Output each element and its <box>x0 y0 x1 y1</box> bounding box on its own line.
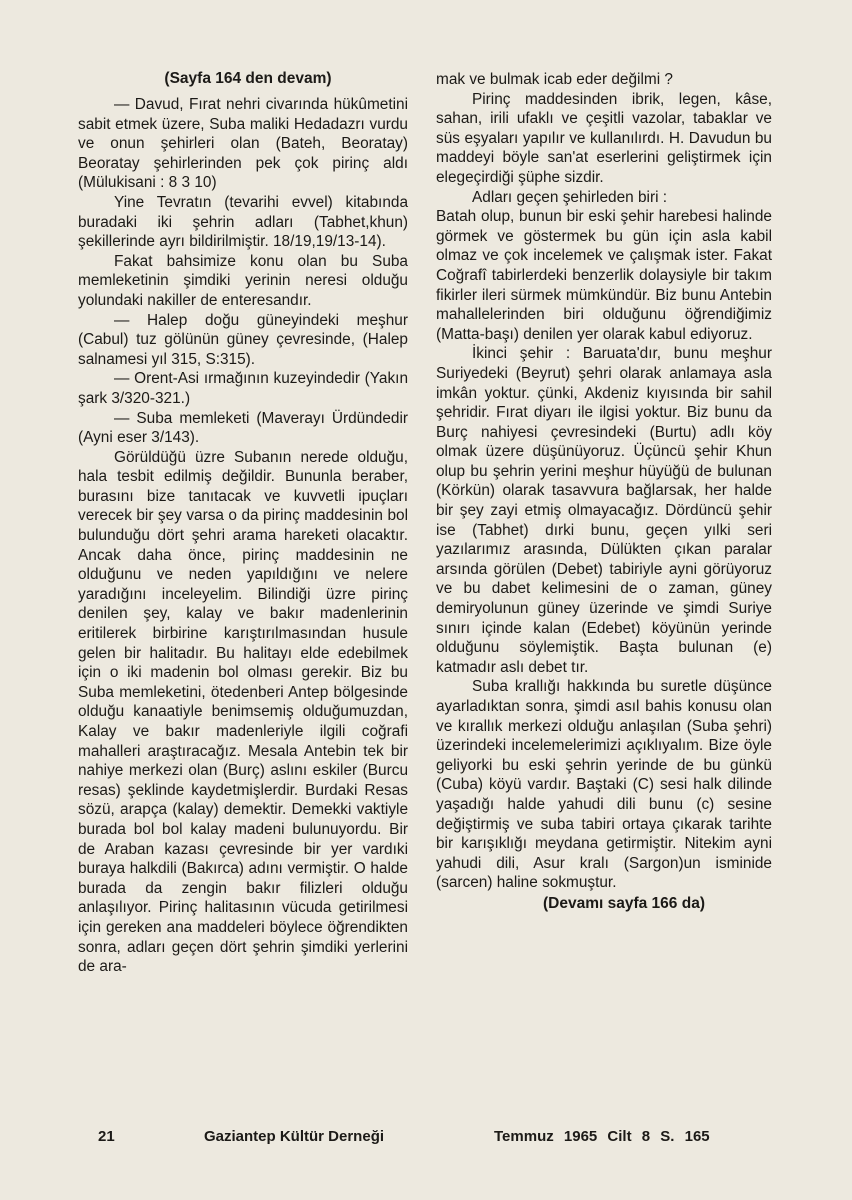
paragraph: — Suba memleketi (Maverayı Ürdündedir (Ayni eser 3/143). <box>78 409 408 447</box>
paragraph: Fakat bahsimize konu olan bu Suba memleketinin şimdiki yerinin neresi olduğu yolundaki nakiller de enteresandır. <box>78 252 408 309</box>
paragraph: İkinci şehir : Baruata'dır, bunu meşhur Suriyedeki (Beyrut) şehri olarak anlamaya asla imkân yoktur. çünki, Akdeniz kıyısında bir sahil şehridir. Fırat diyarı ile ilgisi yoktur. Biz bunu da Burç nahiyesi çevresindeki (Burtu) adlı köy olmak üzere düşünüyoruz. Üçüncü şehir Khun olup bu şehrin yerini meşhur hüyüğü de bulunan (Körkün) olarak tasavvura bağlarsak, her halde bir şey zayi etmiş olmayacağız. Dördüncü şehir ise (Tabhet) dırki bunu, geçen yılki seri yazılarımız arasında, Dülükten çıkan paralar arsında görülen (Debet) tabiriyle ayni görüyoruz ve bu dabet kelimesini de o zaman, güney demiryolunun güney üzerinde ve şimdi Suriye sınırı içinde kalan (Edebet) köyünün yerinde olduğunu söylemiştik. Başta bulunan (e) katmadır aslı debet tır. <box>436 345 772 676</box>
publisher-name: Gaziantep Kültür Derneği <box>204 1128 385 1145</box>
left-column <box>78 70 408 977</box>
paragraph: mak ve bulmak icab eder değilmi ? <box>436 71 673 88</box>
continued-from-note: (Sayfa 164 den devam) <box>164 70 332 87</box>
paragraph: Yine Tevratın (tevarihi evvel) kitabında buradaki iki şehrin adları (Tabhet,khun) şekillerinde ayrı bildirilmiştir. 18/19,19/13-14). <box>78 193 408 251</box>
paragraph: — Halep doğu güneyindeki meşhur (Cabul) tuz gölünün güney çevresinde, (Halep salnamesi yıl 315, S:315). <box>78 311 408 368</box>
paragraph: Batah olup, bunun bir eski şehir harebesi halinde görmek ve göstermek bu gün için asla kabil olmaz ve çok incelemek ve çalışmak ister. Fakat Coğrafî tabirlerdeki benzerlik dolaysiyle bir takım fikirler ileri sürmek mümkündür. Biz bunu Antebin mahallelerinden biri olduğunu öğrendiğimiz (Matta-başı) denilen yer olarak kabul ediyoruz. <box>436 208 772 343</box>
paragraph: Suba krallığı hakkında bu suretle düşünce ayarladıktan sonra, şimdi asıl bahis konusu olan ve kırallık merkezi olduğu anlaşılan (Suba şehri) üzerindeki incelemelerimizi açıklıyalım. Bize öyle geliyorki bu eski şehrin yerinde de bu günkü (Cuba) köyü vardır. Baştaki (C) sesi halk dilinde yaşadığı halde yahudi dili bunu (c) sesine değiştirmiş ve suba tabiri ortaya çıkarak tarihte bir karışıklığı meydana getirmiştir. Nitekim ayni yahudi dili, Asur kralı (Sargon)un isminide (sarcen) haline sokmuştur. <box>436 678 772 892</box>
paragraph: Pirinç maddesinden ibrik, legen, kâse, sahan, irili ufaklı ve çeşitli vazolar, tabaklar ve süs eşyaları yapılır ve kullanılırdı. H. Davudun bu maddeyi böyle san'at eserlerini geliştirmek için elegeçirdiği şüphe sizdir. <box>436 90 772 186</box>
paragraph: Adları geçen şehirleden biri : <box>472 188 668 206</box>
continued-to-note: (Devamı sayfa 166 da) <box>543 894 705 912</box>
right-column <box>436 70 772 913</box>
issue-info: Temmuz 1965 Cilt 8 S. 165 <box>494 1128 710 1145</box>
paragraph: — Davud, Fırat nehri civarında hükûmetini sabit etmek üzere, Suba maliki Hedadazrı vurdu ve onun şehirleri olan (Bateh, Beoratay) Beoratay şehirlerinden pek çok pirinç aldı (Mülukisani : 8 3 10) <box>78 96 408 192</box>
page-number: 21 <box>98 1128 115 1145</box>
paragraph: Görüldüğü üzre Subanın nerede olduğu, hala tesbit edilmiş değildir. Bununla beraber, burasını bize tanıtacak ve kuvvetli ipuçları verecek bir şey varsa o da pirinç maddesinin bol bulunduğu dört şehri arama hareketi olacaktır. Ancak daha önce, pirinç maddesinin ne olduğunu ve neden yapıldığını ve nelere yaradığını inceleyelim. Bilindiği üzre pirinç denilen şey, kalay ve bakır madenlerinin eritilerek birbirine karıştırılmasından husule gelen bir halitadır. Bu halitayı elde edebilmek için o iki madenin bol olması gerekir. Biz bu Suba memleketini, ötedenberi Antep bölgesinde olduğu kanaatiyle benimsemiş olduğumuzdan, Kalay ve bakır madenleriyle ilgili coğrafi mahalleri araştıracağız. Mesala Antebin tek bir nahiye merkezi olan (Burç) aslını eskiler (Burcu resas) şeklinde kaydetmişlerdir. Burdaki Resas sözü, arapça (kalay) demektir. Demekki vaktiyle burada bol bol kalay madeni bulunuyordu. Bir de Araban kazası çevresinde bir yer vardıki buraya halkdili (Bakırca) adını vermiştir. O halde burada da zengin bakır filizleri olduğu anlaşılıyor. Pirinç halitasının vücuda getirilmesi için gereken ana maddeleri böylece öğrendikten sonra, adları geçen dört şehrin şimdiki yerlerini de ara- <box>78 448 408 976</box>
paragraph: — Orent-Asi ırmağının kuzeyindedir (Yakın şark 3/320-321.) <box>78 370 408 407</box>
